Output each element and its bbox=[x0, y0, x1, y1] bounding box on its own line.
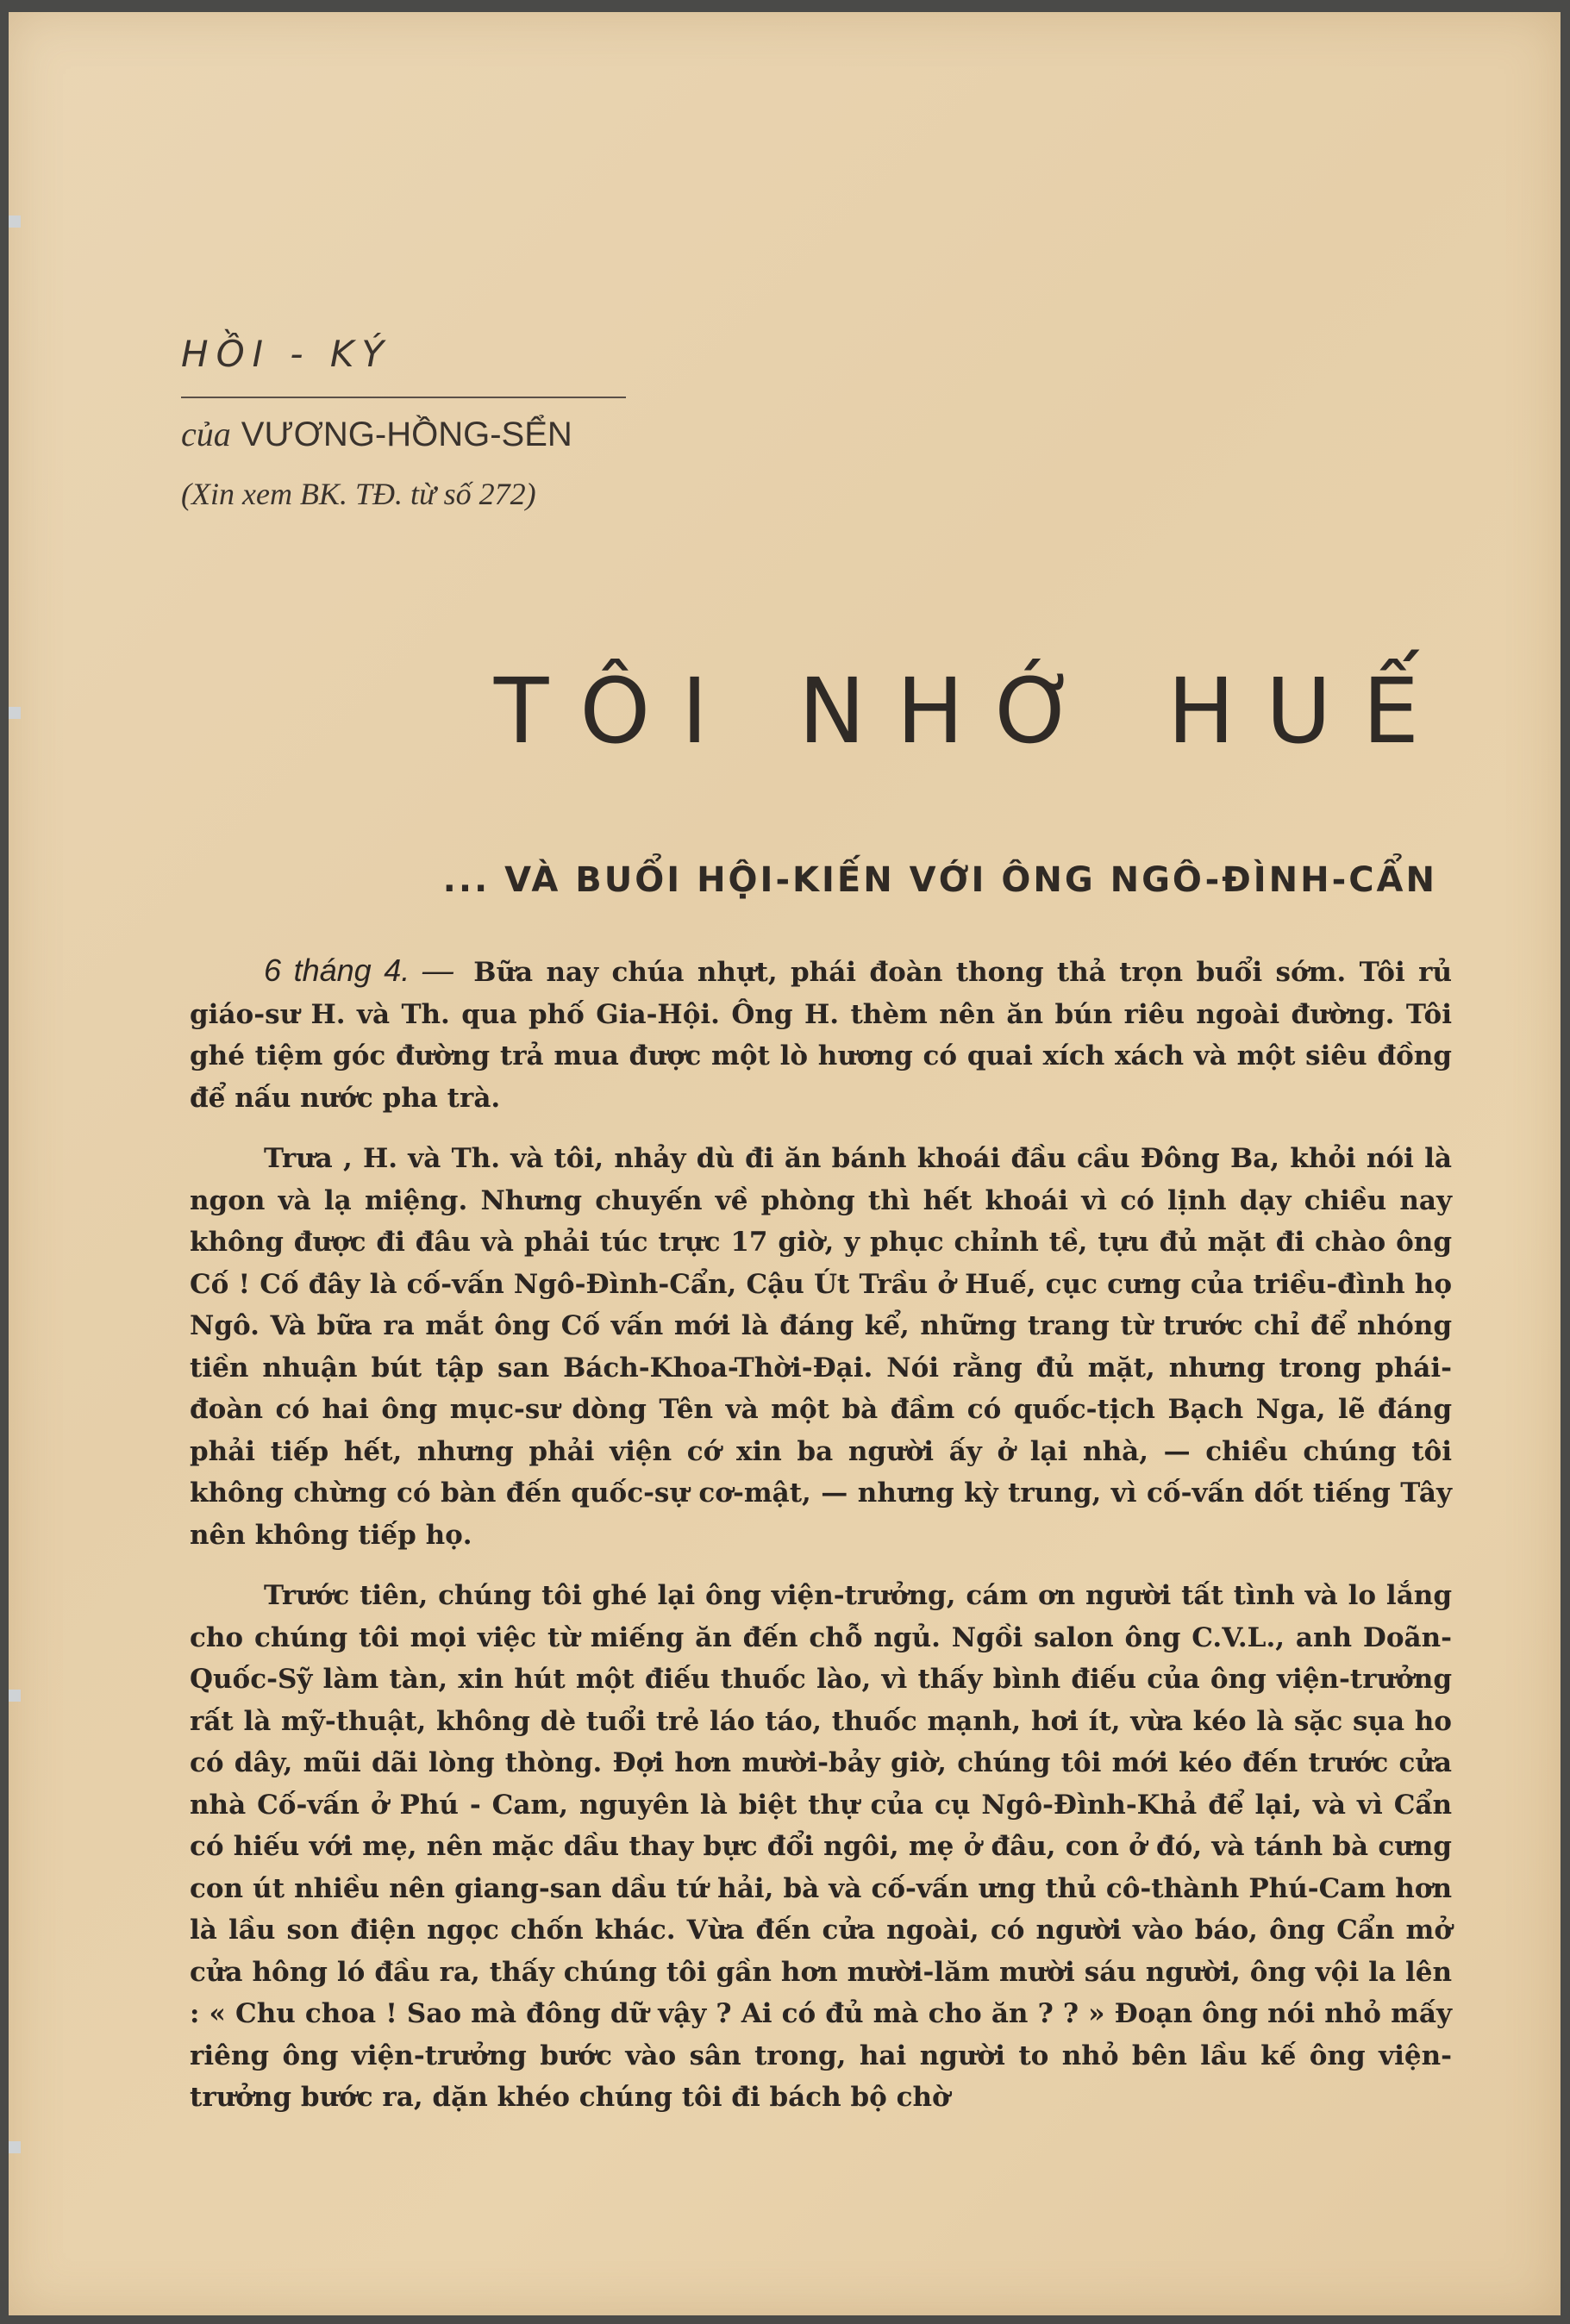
entry-date: 6 tháng 4. — bbox=[264, 953, 453, 988]
page bbox=[9, 12, 1561, 2315]
series-reference: (Xin xem BK. TĐ. từ số 272) bbox=[181, 477, 536, 511]
author-prefix: của bbox=[181, 415, 231, 453]
edge-hole bbox=[9, 216, 21, 228]
paragraph-text: Bữa nay chúa nhựt, phái đoàn thong thả trọn buổi sớm. Tôi rủ giáo-sư H. và Th. qua phố Gia-Hội. Ông H. thèm nên ăn bún riêu ngoài đường. Tôi ghé tiệm góc đường trả mua được một lò hương có quai xích xách và một siêu đồng để nấu nước pha trà. bbox=[190, 957, 1453, 1114]
paragraph bbox=[190, 950, 1452, 1119]
paragraph-text: Trưa , H. và Th. và tôi, nhảy dù đi ăn bánh khoái đầu cầu Đông Ba, khỏi nói là ngon và lạ miệng. Nhưng chuyến về phòng thì hết khoái vì có lịnh dạy chiều nay không được đi đâu và phải túc trực 17 giờ, y phục chỉnh tề, tựu đủ mặt đi chào ông Cố ! Cố đây là cố-vấn Ngô-Đình-Cẩn, Cậu Út Trầu ở Huế, cục cưng của triều-đình họ Ngô. Và bữa ra mắt ông Cố vấn mới là đáng kể, những trang từ trước chỉ để nhóng tiền nhuận bút tập san Bách-Khoa-Thời-Đại. Nói rằng đủ mặt, nhưng trong phái-đoàn có hai ông mục-sư dòng Tên và một bà đầm có quốc-tịch Bạch Nga, lẽ đáng phải tiếp hết, nhưng phải viện cớ xin ba người ấy ở lại nhà, — chiều chúng tôi không chừng có bàn đến quốc-sự cơ-mật, — nhưng kỳ trung, vì cố-vấn dốt tiếng Tây nên không tiếp họ. bbox=[190, 1143, 1452, 1551]
edge-hole bbox=[9, 2141, 21, 2153]
author-line bbox=[181, 414, 572, 454]
paragraph-text: Trước tiên, chúng tôi ghé lại ông viện-trưởng, cám ơn người tất tình và lo lắng cho chúng tôi mọi việc từ miếng ăn đến chỗ ngủ. Ngồi salon ông C.V.L., anh Doãn-Quốc-Sỹ làm tàn, xin hút một điếu thuốc lào, vì thấy bình điếu của ông viện-trưởng rất là mỹ-thuật, không dè tuổi trẻ láo táo, thuốc mạnh, hơi ít, vừa kéo là sặc sụa ho có dây, mũi dãi lòng thòng. Đợi hơn mười-bảy giờ, chúng tôi mới kéo đến trước cửa nhà Cố-vấn ở Phú - Cam, nguyên là biệt thự của cụ Ngô-Đình-Khả để lại, và vì Cẩn có hiếu với mẹ, nên mặc dầu thay bực đổi ngôi, mẹ ở đâu, con ở đó, và tánh bà cưng con út nhiều nên giang-san dầu tứ hải, bà và cố-vấn ưng thủ cô-thành Phú-Cam hơn là lầu son điện ngọc chốn khác. Vừa đến cửa ngoài, có người vào báo, ông Cẩn mở cửa hông ló đầu ra, thấy chúng tôi gần hơn mười-lăm mười sáu người, ông vội la lên : « Chu choa ! Sao mà đông dữ vậy ? Ai có đủ mà cho ăn ? ? » Đoạn ông nói nhỏ mấy riêng ông viện-trưởng bước vào sân trong, hai người to nhỏ bên lầu kế ông viện-trưởng bước ra, dặn khéo chúng tôi đi bách bộ chờ bbox=[190, 1580, 1452, 2113]
edge-hole bbox=[9, 1690, 21, 1702]
paragraph bbox=[190, 1575, 1452, 2119]
series-label: HỒI - KÝ bbox=[181, 333, 392, 375]
paragraph bbox=[190, 1138, 1452, 1556]
article-title: TÔI NHỚ HUẾ bbox=[493, 659, 1450, 764]
article-subtitle: ... VÀ BUỔI HỘI-KIẾN VỚI ÔNG NGÔ-ĐÌNH-CẨN bbox=[442, 860, 1437, 900]
author-name: VƯƠNG-HỒNG-SỂN bbox=[241, 415, 572, 453]
header-rule bbox=[181, 397, 626, 398]
article-body bbox=[190, 950, 1452, 2138]
